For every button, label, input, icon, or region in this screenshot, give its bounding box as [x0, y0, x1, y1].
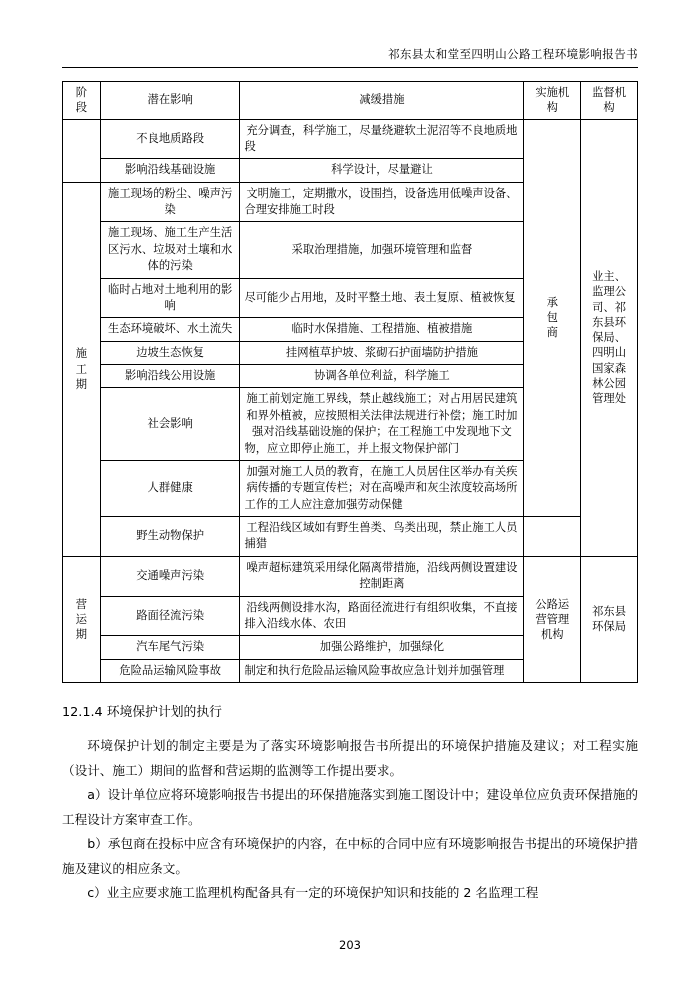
measure-cell: 文明施工，定期撒水，设围挡，设备选用低噪声设备、合理安排施工时段 [240, 182, 524, 222]
impact-cell: 交通噪声污染 [100, 556, 240, 596]
impact-cell: 影响沿线公用设施 [100, 365, 240, 388]
measure-cell: 制定和执行危险品运输风险事故应急计划并加强管理 [240, 659, 524, 682]
impact-cell: 影响沿线基础设施 [100, 159, 240, 182]
section-heading: 12.1.4 环境保护计划的执行 [62, 705, 222, 721]
page-header [62, 0, 638, 68]
paragraph: b）承包商在投标中应含有环境保护的内容，在中标的合同中应有环境影响报告书提出的环境保护措施及建议的相应条文。 [62, 836, 638, 876]
impact-cell: 社会影响 [100, 388, 240, 461]
measure-cell: 科学设计，尽量避让 [240, 159, 524, 182]
impact-cell: 施工现场的粉尘、噪声污染 [100, 182, 240, 222]
measure-cell: 挂网植草护坡、浆砌石护面墙防护措施 [240, 341, 524, 364]
supervisor-cell-operation: 祁东县 环保局 [581, 556, 638, 682]
impact-cell: 汽车尾气污染 [100, 636, 240, 659]
header-cell-measure: 减缓措施 [240, 82, 524, 120]
stage-cell-operation: 营 运 期 [63, 556, 101, 682]
measure-cell: 充分调查，科学施工，尽量绕避软土泥沼等不良地质地段 [240, 119, 524, 159]
measure-cell: 协调各单位利益，科学施工 [240, 365, 524, 388]
stage-cell-blank [63, 119, 101, 182]
measure-cell: 临时水保措施、工程措施、植被措施 [240, 318, 524, 341]
measure-cell: 工程沿线区域如有野生兽类、鸟类出现，禁止施工人员捕猎 [240, 517, 524, 557]
org-cell-construction: 承 包 商 [524, 119, 581, 517]
measure-cell: 采取治理措施，加强环境管理和监督 [240, 222, 524, 278]
impact-cell: 生态环境破坏、水土流失 [100, 318, 240, 341]
impact-cell: 路面径流污染 [100, 596, 240, 636]
header-divider [62, 67, 638, 68]
header-cell-stage: 阶 段 [63, 82, 101, 120]
paragraph: a）设计单位应将环境影响报告书提出的环保措施落实到施工图设计中；建设单位应负责环保措施的工程设计方案审查工作。 [62, 787, 638, 827]
page-number: 203 [339, 938, 361, 952]
impact-cell: 临时占地对土地利用的影响 [100, 278, 240, 318]
impact-cell: 不良地质路段 [100, 119, 240, 159]
org-cell-operation: 公路运 营管理 机构 [524, 556, 581, 682]
table-header-row [63, 82, 638, 120]
header-cell-impact: 潜在影响 [100, 82, 240, 120]
table-row [63, 556, 638, 596]
measure-cell: 沿线两侧设排水沟，路面径流进行有组织收集，不直接排入沿线水体、农田 [240, 596, 524, 636]
measure-cell: 尽可能少占用地，及时平整土地、表土复原、植被恢复 [240, 278, 524, 318]
header-title: 祁东县太和堂至四明山公路工程环境影响报告书 [388, 47, 638, 61]
impact-cell: 边坡生态恢复 [100, 341, 240, 364]
impact-cell: 人群健康 [100, 460, 240, 516]
measure-cell: 噪声超标建筑采用绿化隔离带措施，沿线两侧设置建设控制距离 [240, 556, 524, 596]
measure-cell: 加强对施工人员的教育，在施工人员居住区举办有关疾病传播的专题宣传栏；对在高噪声和灰尘浓度较高场所工作的工人应注意加强劳动保健 [240, 460, 524, 516]
impact-cell: 施工现场、施工生产生活区污水、垃圾对土壤和水体的污染 [100, 222, 240, 278]
header-cell-org: 实施机 构 [524, 82, 581, 120]
body-section [62, 701, 638, 906]
measure-cell: 施工前划定施工界线，禁止越线施工；对占用居民建筑和界外植被，应按照相关法律法规进行补偿；施工时加强对沿线基础设施的保护；在工程施工中发现地下文物，应立即停止施工，并上报文物保护部门 [240, 388, 524, 461]
supervisor-cell-construction: 业主、 监理公 司、祁 东县环 保局、 四明山 国家森 林公园 管理处 [581, 119, 638, 556]
measure-cell: 加强公路维护，加强绿化 [240, 636, 524, 659]
paragraph: c）业主应要求施工监理机构配备具有一定的环境保护知识和技能的 2 名监理工程 [87, 885, 539, 901]
environment-measures-table [62, 81, 638, 683]
impact-cell: 危险品运输风险事故 [100, 659, 240, 682]
table-row [63, 517, 638, 557]
stage-cell-construction: 施 工 期 [63, 182, 101, 556]
header-cell-supervisor: 监督机 构 [581, 82, 638, 120]
table-row [63, 119, 638, 159]
paragraph: 环境保护计划的制定主要是为了落实环境影响报告书所提出的环境保护措施及建议；对工程实施（设计、施工）期间的监督和营运期的监测等工作提出要求。 [62, 738, 638, 778]
impact-cell: 野生动物保护 [100, 517, 240, 557]
